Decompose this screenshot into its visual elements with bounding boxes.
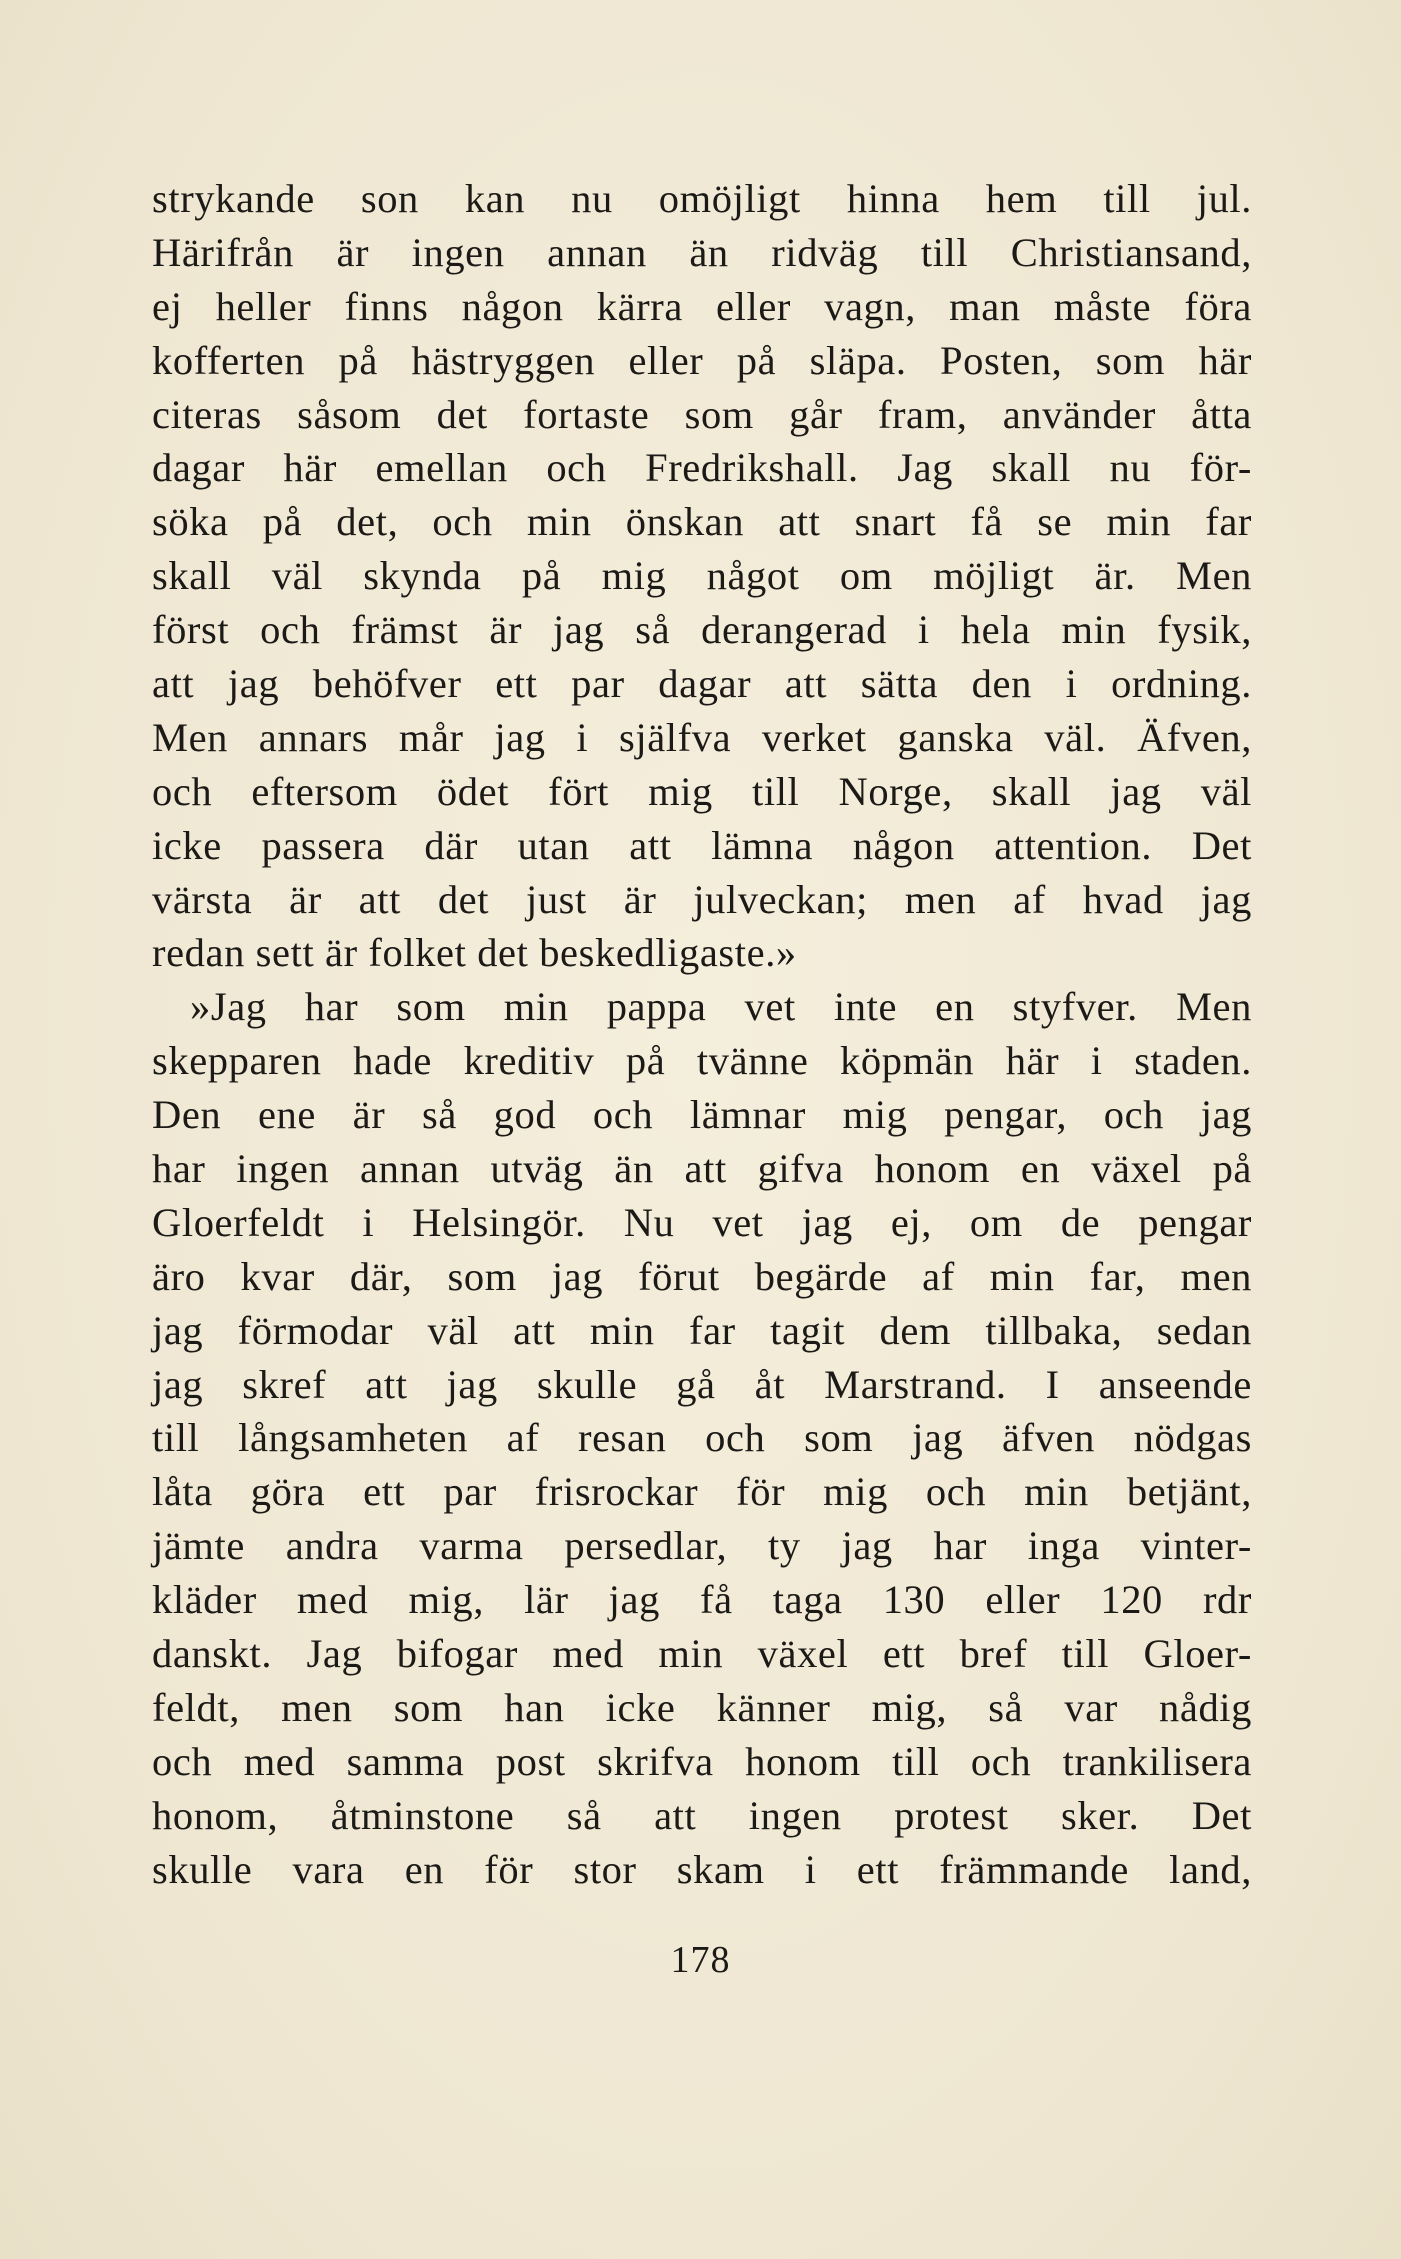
text-line: danskt. Jag bifogar med min växel ett bref till Gloer- (152, 1631, 1252, 1677)
text-line: icke passera där utan att lämna någon attention. Det (152, 822, 1252, 868)
text-line: har ingen annan utväg än att gifva honom en växel på (152, 1146, 1252, 1192)
text-line: äro kvar där, som jag förut begärde af min far, men (152, 1253, 1252, 1299)
text-line: och eftersom ödet fört mig till Norge, skall jag väl (152, 768, 1252, 814)
text-line: låta göra ett par frisrockar för mig och min betjänt, (152, 1469, 1252, 1515)
text-line: jämte andra varma persedlar, ty jag har inga vinter- (152, 1523, 1252, 1569)
text-line: värsta är att det just är julveckan; men af hvad jag (152, 876, 1252, 922)
text-line: skall väl skynda på mig något om möjligt är. Men (152, 553, 1252, 599)
text-line: Härifrån är ingen annan än ridväg till Christiansand, (152, 229, 1252, 275)
text-line: kläder med mig, lär jag få taga 130 eller 120 rdr (152, 1577, 1252, 1623)
page-number: 178 (670, 1939, 731, 1981)
text-line: »Jag har som min pappa vet inte en styfver. Men (190, 984, 1252, 1030)
text-line: till långsamheten af resan och som jag äfven nödgas (152, 1415, 1252, 1461)
text-line: feldt, men som han icke känner mig, så var nådig (152, 1684, 1252, 1730)
text-line: skulle vara en för stor skam i ett främmande land, (152, 1846, 1252, 1892)
text-line: först och främst är jag så derangerad i hela min fysik, (152, 607, 1252, 653)
text-line: citeras såsom det fortaste som går fram, använder åtta (152, 391, 1252, 437)
text-line: Men annars mår jag i själfva verket ganska väl. Äfven, (152, 714, 1252, 760)
text-line: skepparen hade kreditiv på tvänne köpmän här i staden. (152, 1038, 1252, 1084)
text-line: dagar här emellan och Fredrikshall. Jag skall nu för- (152, 445, 1252, 491)
text-line: Gloerfeldt i Helsingör. Nu vet jag ej, om de pengar (152, 1199, 1252, 1245)
text-line: jag skref att jag skulle gå åt Marstrand. I anseende (152, 1361, 1252, 1407)
text-line: och med samma post skrifva honom till och trankilisera (152, 1738, 1252, 1784)
body-text (152, 172, 1252, 1897)
text-line: strykande son kan nu omöjligt hinna hem till jul. (152, 176, 1252, 221)
text-line: kofferten på hästryggen eller på släpa. Posten, som här (152, 337, 1252, 383)
text-line: redan sett är folket det beskedligaste.» (152, 930, 797, 976)
text-line: att jag behöfver ett par dagar att sätta den i ordning. (152, 661, 1252, 707)
text-line: Den ene är så god och lämnar mig pengar, och jag (152, 1092, 1252, 1138)
text-line: honom, åtminstone så att ingen protest sker. Det (152, 1792, 1252, 1838)
text-line: jag förmodar väl att min far tagit dem tillbaka, sedan (152, 1307, 1252, 1353)
text-line: söka på det, och min önskan att snart få se min far (152, 499, 1252, 545)
text-line: ej heller finns någon kärra eller vagn, man måste föra (152, 283, 1252, 329)
